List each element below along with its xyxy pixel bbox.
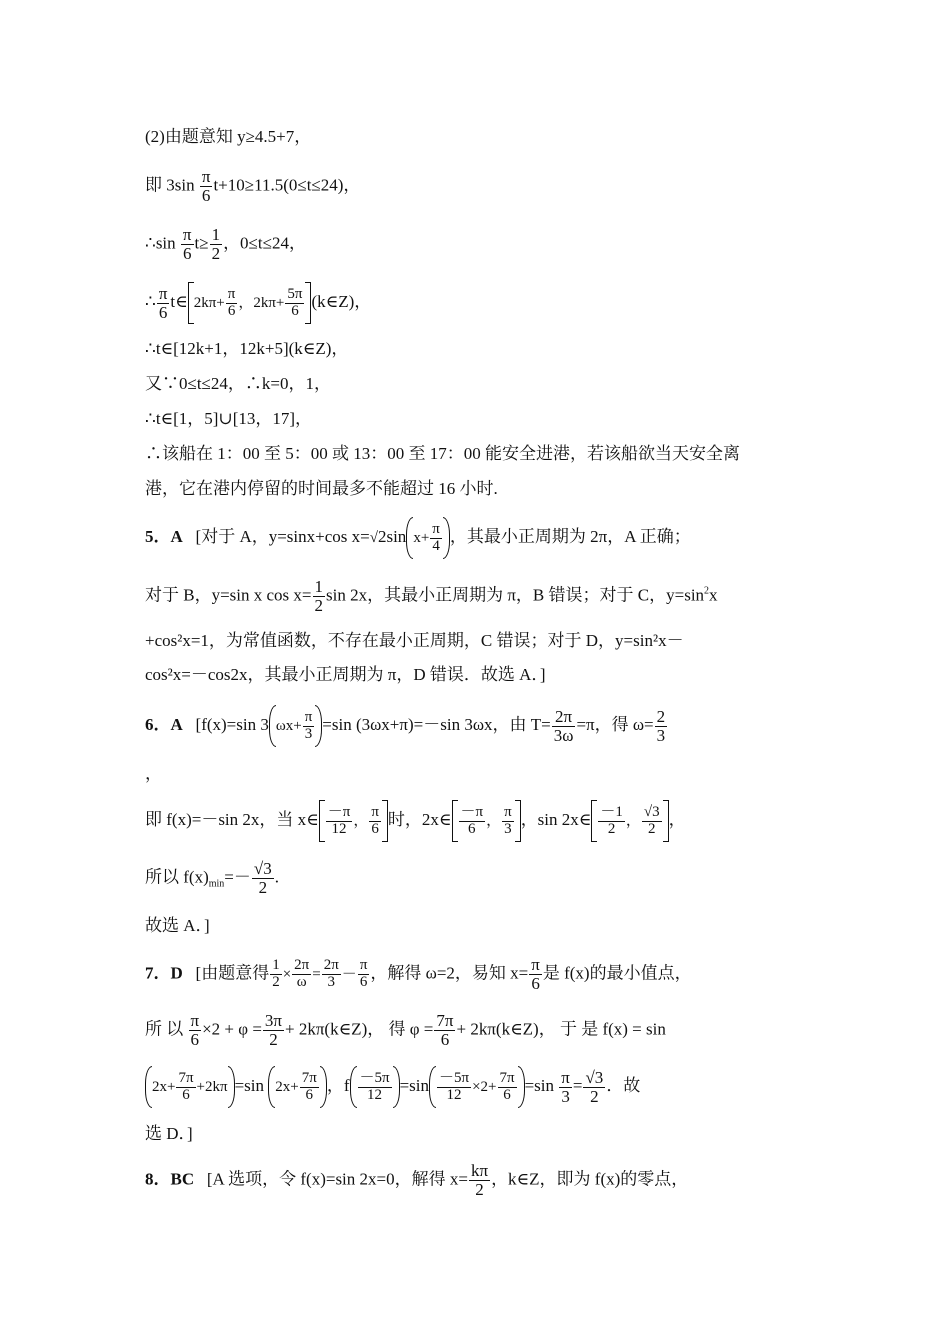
text: +cos²x=1，为常值函数，不存在最小正周期，C 错误；对于 D，y=sin²x－ [145,631,684,650]
text: ， [145,764,162,783]
fraction-pi-over-6: $\frac{\pi}{6}$ [182,225,192,263]
right-paren [393,1066,400,1108]
fraction-pi-over-3: $\frac{\pi}{3}$ [304,708,313,742]
text: 是 f(x)的最小值点， [542,963,692,983]
text: 选 D．] [145,1124,193,1143]
left-paren [269,705,276,747]
right-paren [443,517,450,559]
text: + 2kπ(k∈Z)， 于 是 f(x) = sin [456,1019,666,1039]
fraction-7pi-over-6: $\frac{7\pi}{6}$ [301,1069,317,1103]
text: ，0≤t≤24， [223,233,306,253]
text: =sin [399,1075,430,1095]
fraction-pi-over-6: $\frac{\pi}{6}$ [359,957,368,990]
fraction-pi-over-3: $\frac{\pi}{3}$ [561,1067,570,1106]
text: =sin [524,1075,555,1095]
right-paren [518,1066,525,1108]
answer-6-line [145,800,686,842]
fraction-negpi-over-6: $\frac{-\pi}{6}$ [460,803,484,837]
right-paren [320,1066,327,1108]
fraction-one-half: $\frac{1}{2}$ [272,957,280,990]
text: 2kπ+ [193,294,225,311]
text: ，其最小正周期为 2π，A 正确； [449,526,691,546]
fraction-2-over-3: $\frac{2}{3}$ [656,706,666,745]
text: － [341,966,357,983]
answer-7-line [145,1125,193,1142]
text: ， [353,812,369,829]
solution-line [145,445,740,462]
text: 又∵0≤t≤24，∴k=0，1， [145,374,331,393]
fraction-5pi-over-6: $\frac{5\pi}{6}$ [287,285,303,319]
text: 即 f(x)=－sin 2x，当 x∈ [145,809,319,829]
answer-8-line [145,1162,688,1199]
text: x+ [413,529,430,546]
left-paren [429,1066,436,1108]
fraction-2pi-over-3: $\frac{2\pi}{3}$ [323,957,339,990]
text: t+10≥11.5(0≤t≤24)， [213,175,361,195]
text: ∴t∈[1，5]∪[13，17]， [145,409,313,428]
solution-line [145,168,360,205]
answer-5-line [145,632,684,649]
answer-6-line [145,917,210,934]
text: t∈ [170,291,188,311]
answer-5-line: 对于 B，y=sin x cos x= $\frac{1}{2}$ sin 2x，其最小正周期为 π，B 错误；对于 C，$y=\sin^2x$ [145,577,718,615]
left-bracket [591,800,597,842]
text: ，k∈Z，即为 f(x)的零点， [491,1169,689,1189]
answer-7-line [145,1066,640,1108]
text: 2sin [377,526,407,546]
text: × [282,966,292,983]
fraction-2pi-over-omega: $\frac{2\pi}{\omega}$ [294,957,310,990]
text: 港，它在港内停留的时间最多不能超过 16 小时. [145,479,498,498]
answer-6-line [145,765,162,782]
fraction-7pi-over-6: $\frac{7\pi}{6}$ [499,1069,515,1103]
text: ， [668,809,686,829]
solution-line [145,282,371,324]
answer-label: 8．BC [145,1169,195,1189]
text: ∴ [145,291,156,311]
text: ，sin 2x∈ [520,809,592,829]
text: 时，2x∈ [387,809,452,829]
left-paren [145,1066,152,1108]
fraction-one-half: $\frac{1}{2}$ [314,577,324,615]
answer-6-line: 所以 $f(x)_{min}=-$ $\frac{√3}{2}$ . [145,859,279,897]
text: 故选 A．] [145,916,210,935]
fraction-sqrt3-over-2: $\frac{√3}{2}$ [253,859,272,897]
text: 对于 B，y=sin x cos x= [145,585,312,605]
fraction-neg1-over-2: $\frac{-1}{2}$ [600,803,623,837]
text: ∴该船在 1：00 至 5：00 或 13：00 至 17：00 能安全进港，若该船欲当天安全离 [145,444,740,463]
fraction-7pi-over-6: $\frac{7\pi}{6}$ [178,1069,194,1103]
sqrt-symbol: √ [369,529,378,546]
text: 2x+ [275,1078,299,1095]
text: =sin [234,1075,265,1095]
text: ，f [326,1075,350,1095]
text: 所以 f(x) [145,867,209,887]
left-bracket [452,800,458,842]
answer-7-line [145,1012,666,1049]
text: 所 以 [145,1019,184,1039]
answer-5-line [145,666,546,683]
solution-line [145,410,312,427]
text: cos²x=－cos2x，其最小正周期为 π，D 错误．故选 A．] [145,665,546,684]
fraction-pi-over-6: $\frac{\pi}{6}$ [227,285,236,319]
text: =sin (3ωx+π)=－sin 3ωx，由 T= [322,714,551,734]
text: =－ [224,867,251,887]
fraction-pi-over-6: $\frac{\pi}{6}$ [190,1011,200,1049]
subscript-min: min [208,878,225,890]
fraction-negpi-over-12: $\frac{-\pi}{12}$ [327,803,351,837]
text: 2x+ [152,1078,176,1095]
text: (2)由题意知 y≥4.5+7， [145,127,312,146]
text: ∴sin [145,233,180,253]
text: ， [486,812,502,829]
text: [由题意得 [195,963,270,983]
text: ∴t∈[12k+1，12k+5](k∈Z)， [145,339,349,358]
fraction-pi-over-6: $\frac{\pi}{6}$ [158,283,168,322]
text: +2kπ [196,1078,228,1095]
solution-line [145,340,348,357]
answer-5-line [145,517,691,559]
fraction-sqrt3-over-2: $\frac{√3}{2}$ [585,1067,604,1106]
text: ×2 + φ = [202,1019,262,1039]
solution-line [145,480,498,497]
text: [对于 A，y=sinx+cos x= [195,526,370,546]
text: + 2kπ(k∈Z)， 得 φ = [285,1019,434,1039]
solution-line [145,128,311,145]
right-paren [228,1066,235,1108]
left-paren [350,1066,357,1108]
text: ，2kπ+ [238,294,285,311]
fraction-pi-over-6: $\frac{\pi}{6}$ [201,167,211,205]
text: ， [625,812,641,829]
solution-line [145,226,306,263]
answer-6-line [145,705,668,747]
solution-line [145,375,331,392]
text: =π，得 ω= [576,714,654,734]
fraction-pi-over-3: $\frac{\pi}{3}$ [504,803,512,837]
fraction-pi-over-6: $\frac{\pi}{6}$ [531,955,540,993]
answer-7-line [145,956,692,993]
text: [f(x)=sin 3 [195,714,269,734]
text: sin 2x，其最小正周期为 π，B 错误；对于 C，y=sin [326,585,705,605]
text: ×2+ [472,1078,497,1095]
text: (k∈Z)， [311,291,372,311]
fraction-3pi-over-2: $\frac{3\pi}{2}$ [264,1011,283,1049]
fraction-pi-over-4: $\frac{\pi}{4}$ [432,520,440,554]
fraction-kpi-over-2: $\frac{k\pi}{2}$ [470,1161,489,1199]
text: x [709,585,718,605]
left-bracket [319,800,325,842]
text: ．故 [606,1075,641,1095]
text: t≥ [194,233,209,253]
text: ，解得 ω=2，易知 x= [370,963,529,983]
fraction-neg5pi-over-12: $\frac{-5\pi}{12}$ [439,1069,470,1103]
text: [A 选项，令 f(x)=sin 2x=0，解得 x= [206,1169,468,1189]
answer-label: 7．D [145,963,183,983]
text: = [572,1075,583,1095]
text: ωx+ [275,717,302,734]
fraction-2pi-over-3omega: $\frac{2\pi}{3\omega}$ [553,706,574,745]
fraction-neg5pi-over-12: $\frac{-5\pi}{12}$ [359,1069,390,1103]
fraction-pi-over-6: $\frac{\pi}{6}$ [371,803,379,837]
fraction-7pi-over-6: $\frac{7\pi}{6}$ [436,1011,454,1049]
answer-label: 6．A [145,714,183,734]
text: 即 3sin [145,175,199,195]
fraction-sqrt3-over-2: $\frac{√3}{2}$ [643,803,660,837]
text: = [312,966,321,983]
answer-label: 5．A [145,526,183,546]
fraction-one-half: $\frac{1}{2}$ [211,225,221,263]
